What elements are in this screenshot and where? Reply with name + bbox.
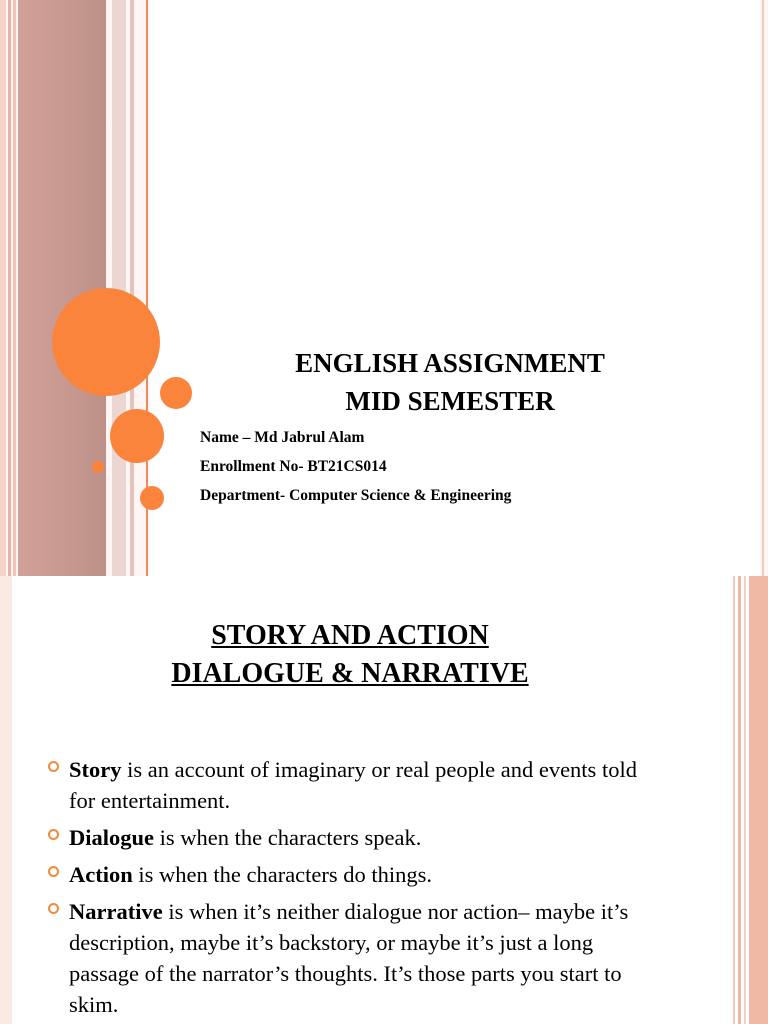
decorative-circle-large — [52, 288, 160, 396]
decorative-stripe — [8, 0, 11, 576]
decorative-circle — [110, 409, 164, 463]
slide-heading-line1: STORY AND ACTION — [211, 620, 489, 651]
bullet-term: Action — [69, 862, 133, 887]
decorative-circle-small — [140, 486, 164, 510]
student-info — [200, 426, 720, 513]
bullet-text: is when the characters speak. — [154, 825, 422, 850]
bullet-circle-icon — [48, 866, 59, 877]
decorative-stripe — [738, 576, 741, 1024]
bullet-term: Story — [69, 757, 122, 782]
decorative-circle-small — [92, 461, 104, 473]
bullet-term: Narrative — [69, 899, 163, 924]
content-slide — [0, 576, 768, 1024]
bullet-text: is an account of imaginary or real people and events told for entertainment. — [69, 757, 637, 813]
bullet-item — [46, 859, 646, 890]
bullet-item — [46, 754, 646, 816]
bullet-circle-icon — [48, 829, 59, 840]
decorative-stripe — [130, 0, 134, 576]
decorative-stripe — [762, 0, 764, 576]
decorative-stripe — [749, 576, 768, 1024]
bullet-circle-icon — [48, 903, 59, 914]
bullet-text: is when it’s neither dialogue nor action– maybe it’s description, maybe it’s backstory, or maybe it’s just a long passage of the narrator’s thoughts. It’s those parts you start to skim. — [69, 899, 629, 1017]
bullet-text: is when the characters do things. — [132, 862, 433, 887]
bullet-item — [46, 896, 646, 1020]
department: Department- Computer Science & Engineering — [200, 487, 512, 504]
slide-heading-line2: DIALOGUE & NARRATIVE — [171, 658, 529, 689]
decorative-stripe — [0, 0, 6, 576]
student-name: Name – Md Jabrul Alam — [200, 429, 365, 446]
decorative-band — [18, 0, 106, 576]
bullet-list — [46, 754, 646, 1024]
decorative-stripe — [733, 576, 735, 1024]
enrollment-number: Enrollment No- BT21CS014 — [200, 458, 387, 475]
bullet-term: Dialogue — [69, 825, 155, 850]
bullet-item — [46, 822, 646, 853]
slide-title-line1: ENGLISH ASSIGNMENT — [295, 348, 605, 378]
slide-title-line2: MID SEMESTER — [345, 386, 555, 416]
decorative-stripe — [13, 0, 16, 576]
decorative-band — [0, 576, 12, 1024]
decorative-stripe — [744, 576, 746, 1024]
decorative-circle — [160, 377, 192, 409]
bullet-circle-icon — [48, 761, 59, 772]
